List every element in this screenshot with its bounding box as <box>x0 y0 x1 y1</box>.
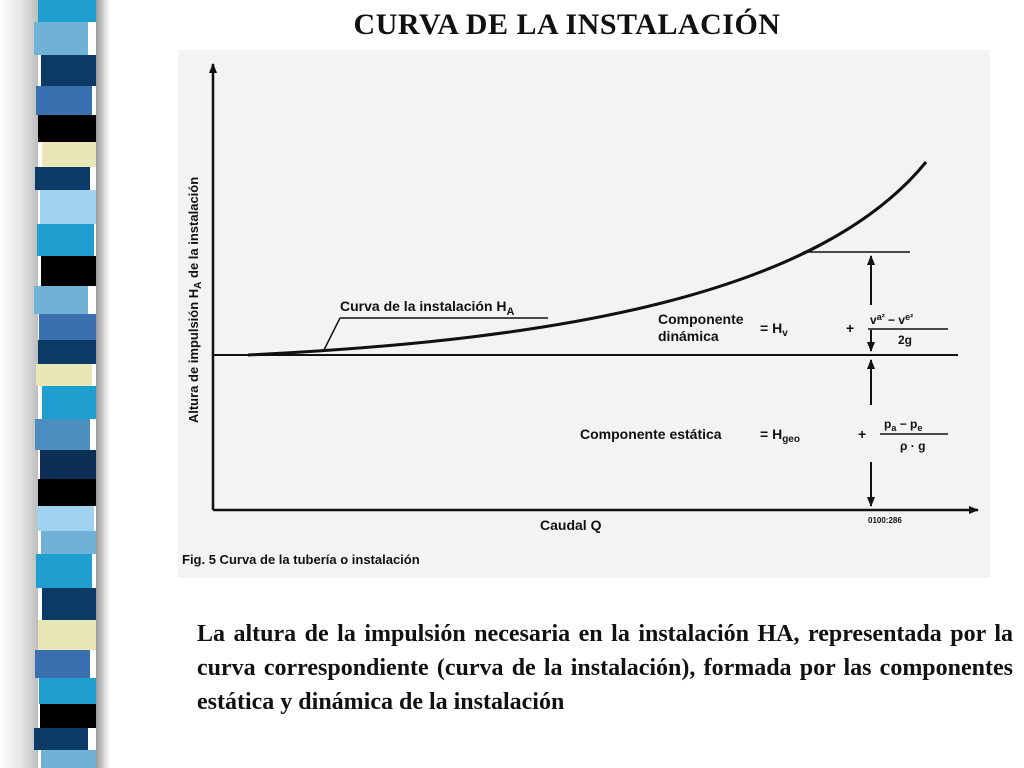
decorative-side-strip <box>0 0 110 768</box>
figure-drawing <box>178 50 990 578</box>
dynamic-denominator: 2g <box>898 333 913 347</box>
strip-block <box>39 314 96 340</box>
static-plus: + <box>858 426 867 442</box>
strip-block <box>41 750 96 768</box>
dynamic-plus: + <box>846 320 855 336</box>
strip-block <box>36 86 92 115</box>
dynamic-numerator: $v^{a^2} - v^{e^2}$ <box>870 312 914 327</box>
strip-block <box>42 142 96 167</box>
y-axis-label: Altura de impulsión $H_A$ de la instalación <box>186 176 204 424</box>
curve-label-leader <box>324 318 340 350</box>
strip-block <box>38 115 96 142</box>
body-paragraph: La altura de la impulsión necesaria en la instalación HA, representada por la curva correspondiente (curva de la instalación), formada por las componentes estática y dinámica de la instalación <box>197 621 1013 715</box>
strip-block <box>38 340 96 364</box>
strip-block <box>36 554 92 588</box>
strip-block <box>41 55 96 86</box>
static-denominator: ρ · g <box>900 439 926 453</box>
strip-block <box>34 22 88 55</box>
static-numerator: $p_a - p_e$ <box>884 417 923 433</box>
static-equation: = $H_{geo}$ <box>760 426 800 445</box>
strip-block <box>38 0 96 22</box>
strip-block <box>38 479 96 506</box>
strip-block <box>41 256 96 286</box>
x-axis-label: Caudal Q <box>540 517 602 533</box>
strip-block <box>38 620 96 650</box>
installation-curve-figure <box>178 50 990 578</box>
dynamic-label-line2: dinámica <box>658 328 719 344</box>
slide-title: CURVA DE LA INSTALACIÓN <box>353 8 781 41</box>
curve-label: Curva de la instalación $H_A$ <box>340 298 515 318</box>
figure-code: 0100:286 <box>868 516 902 525</box>
strip-block <box>35 419 90 450</box>
strip-block <box>34 286 88 314</box>
strip-edge <box>96 0 110 768</box>
dynamic-equation: = $H_v$ <box>760 320 788 339</box>
strip-color-blocks <box>38 0 96 768</box>
figure-caption: Fig. 5 Curva de la tubería o instalación <box>182 552 420 567</box>
strip-block <box>34 728 88 750</box>
strip-block <box>37 224 94 256</box>
strip-block <box>35 167 90 190</box>
dynamic-label-line1: Componente <box>658 311 744 327</box>
strip-block <box>40 450 96 479</box>
strip-block <box>37 506 94 531</box>
strip-block <box>41 531 96 554</box>
strip-block <box>39 678 96 704</box>
strip-block <box>40 190 96 224</box>
static-label: Componente estática <box>580 426 722 442</box>
installation-curve <box>248 162 926 355</box>
strip-block <box>42 386 96 419</box>
strip-shadow <box>0 0 38 768</box>
strip-block <box>36 364 92 386</box>
strip-block <box>42 588 96 620</box>
strip-block <box>35 650 90 678</box>
strip-block <box>40 704 96 728</box>
